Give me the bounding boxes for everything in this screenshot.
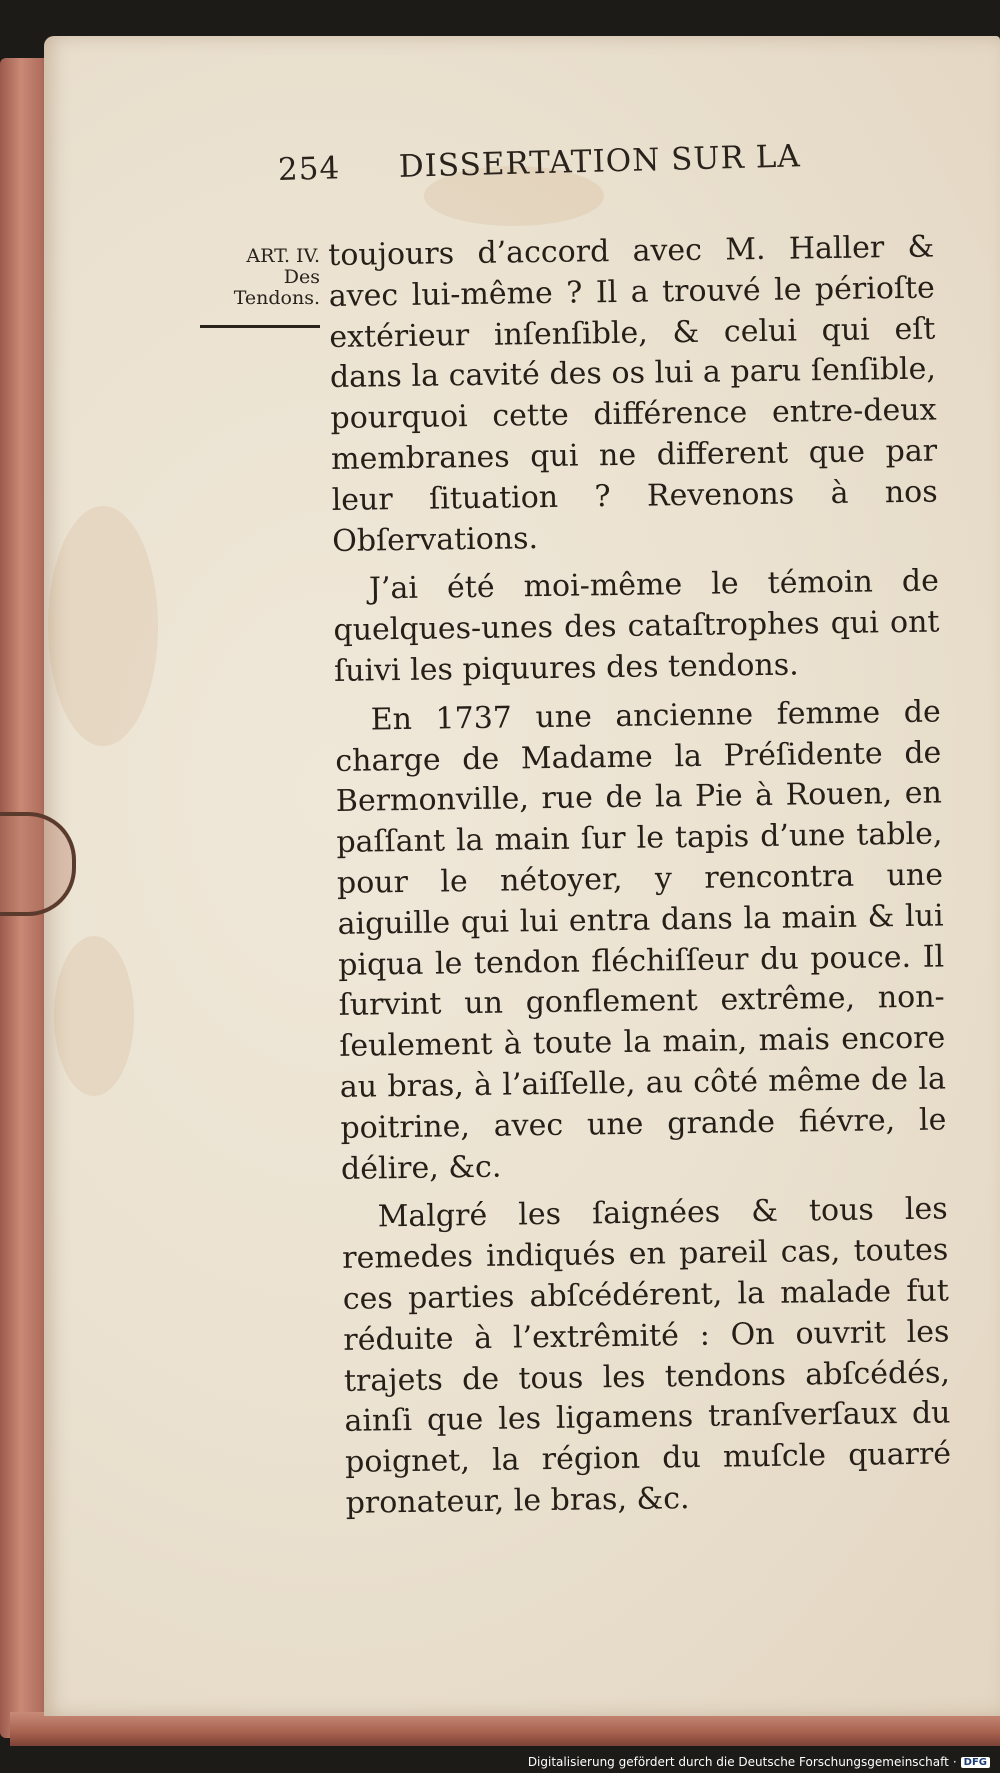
book-bottom-edge [10,1712,1000,1746]
dfg-logo-icon: DFG [961,1757,990,1768]
paragraph: J’ai été moi-même le témoin de quelques-unes des cataſtrophes qui ont ſuivi les piquures des tendons. [333,563,940,689]
margin-note [170,246,320,328]
page-number: 254 [277,150,341,188]
running-title: DISSERTATION SUR LA [398,138,802,185]
margin-article: ART. IV. [246,245,320,267]
margin-rule [200,325,320,328]
credit-text: Digitalisierung gefördert durch die Deutsche Forschungsgemeinschaft [527,1755,949,1769]
digitization-credit: Digitalisierung gefördert durch die Deutsche Forschungsgemeinschaft · DFG [528,1755,990,1769]
paragraph: Malgré les ſaignées & tous les remedes indiqués en pareil cas, toutes ces parties abſcédérent, la malade fut réduite à l’extrêmité : On ouvrit les trajets de tous les tendons abſcédés, ainſi que les ligamens tranſverſaux du poignet, la région du muſcle quarré pronateur, le bras, &c. [342,1191,952,1521]
paragraph: En 1737 une ancienne femme de charge de Madame la Préſidente de Bermonville, rue de la Pie à Rouen, en paſſant la main ſur le tapis d’une table, pour le nétoyer, y rencontra une aiguille qui lui entra dans la main & lui piqua le tendon fléchiſſeur du pouce. Il ſurvint un gonflement extrême, non-ſeulement à toute la main, mais encore au bras, à l’aiſſelle, au côté même de la poitrine, avec une grande fiévre, le délire, &c. [335,694,947,1187]
body-text [328,228,952,1525]
margin-tendons: Tendons. [233,287,320,309]
foxing-stain [54,936,134,1096]
margin-des: Des [283,266,320,288]
foxing-stain [48,506,158,746]
paragraph: toujours d’accord avec M. Haller & avec lui-même ? Il a trouvé le périoſte extérieur inſenſible, & celui qui eſt dans la cavité des os lui a paru ſenſible, pourquoi cette différence entre-deux membranes qui ne different que par leur ſituation ? Revenons à nos Obſervations. [328,229,938,559]
